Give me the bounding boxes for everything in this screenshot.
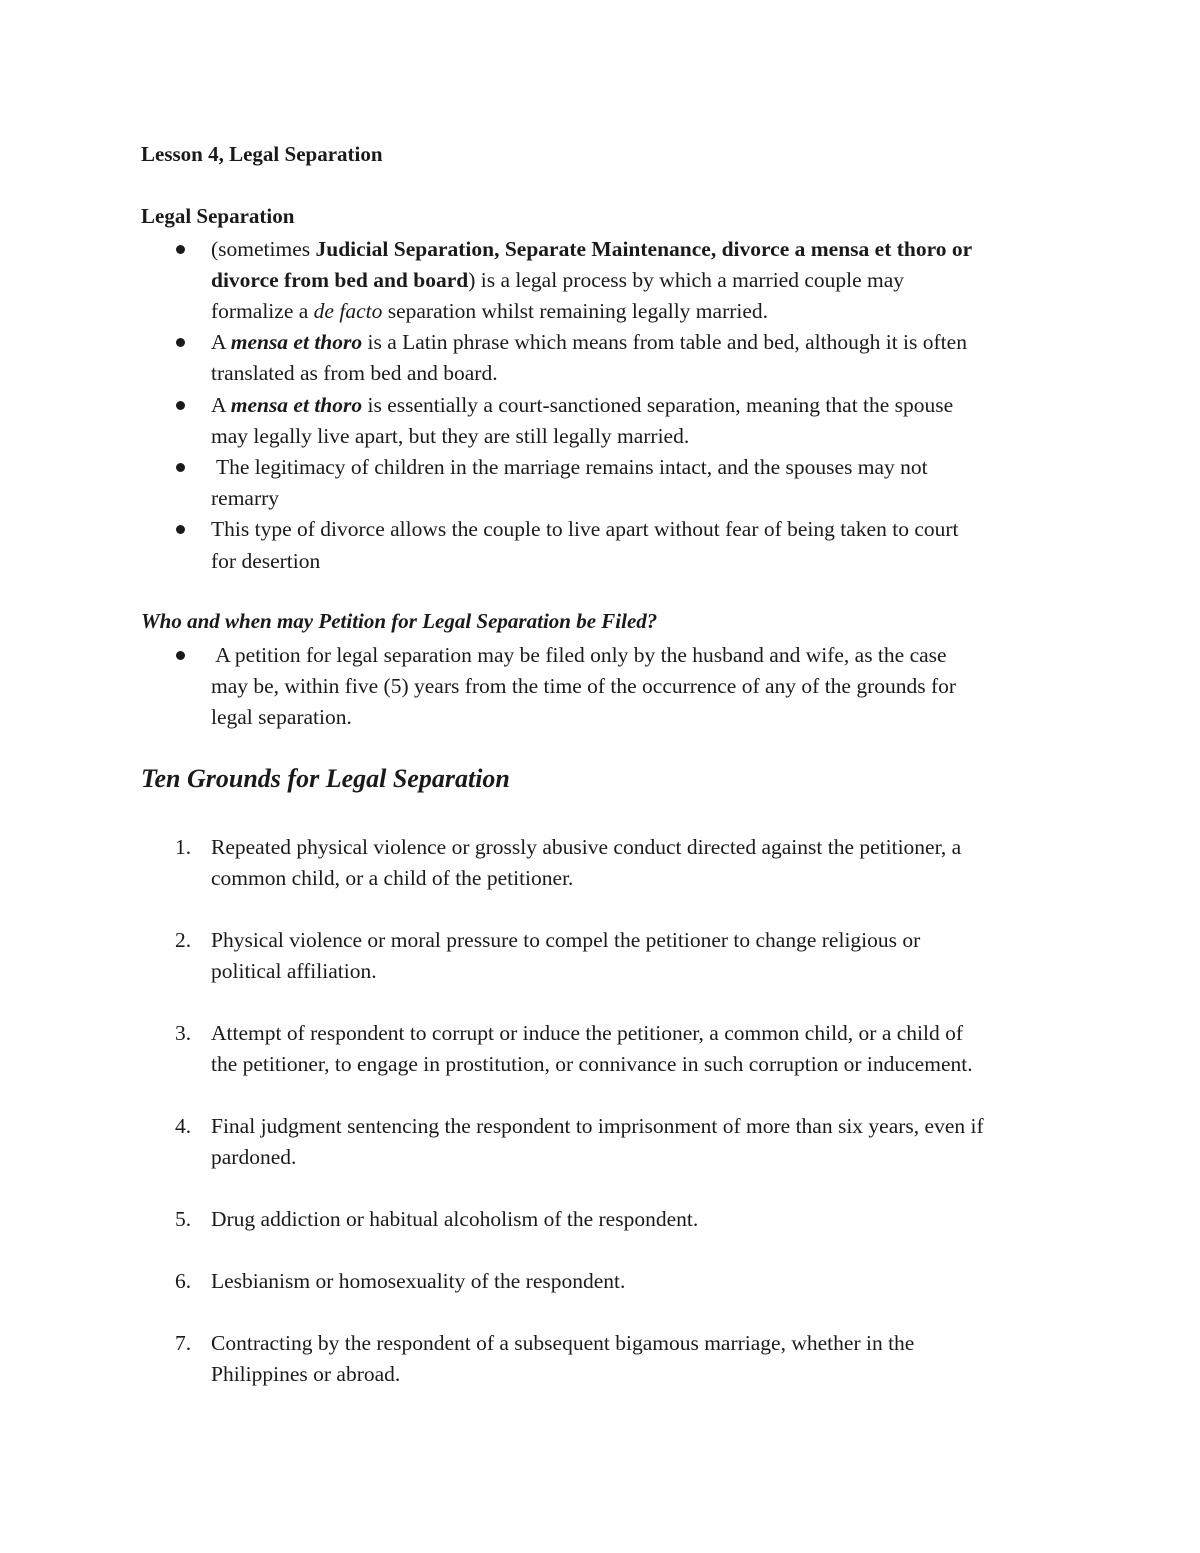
bullet-icon <box>176 245 185 254</box>
bullet-text-line: may be, within five (5) years from the time of the occurrence of any of the grounds for <box>211 674 957 698</box>
list-item-line: Contracting by the respondent of a subsequent bigamous marriage, whether in the <box>211 1331 915 1355</box>
bullet-icon <box>176 525 185 534</box>
bullet-icon <box>176 401 185 410</box>
list-number: 1. <box>175 835 192 859</box>
bullet-text-line: may legally live apart, but they are still legally married. <box>211 424 690 448</box>
bullet-text-line: formalize a de facto separation whilst remaining legally married. <box>211 299 769 323</box>
bullet-icon <box>176 338 185 347</box>
bullet-text-line: legal separation. <box>211 705 352 729</box>
bullet-text-line: remarry <box>211 486 280 510</box>
bullet-text-line: A mensa et thoro is essentially a court-sanctioned separation, meaning that the spouse <box>211 393 954 417</box>
list-item-line: Physical violence or moral pressure to compel the petitioner to change religious or <box>211 928 921 952</box>
bullet-text-line: (sometimes Judicial Separation, Separate Maintenance, divorce a mensa et thoro or <box>211 237 973 261</box>
list-item-line: Final judgment sentencing the respondent to imprisonment of more than six years, even if <box>211 1114 984 1138</box>
list-item-line: the petitioner, to engage in prostitution, or connivance in such corruption or inducement. <box>211 1052 973 1076</box>
list-item-line: Attempt of respondent to corrupt or induce the petitioner, a common child, or a child of <box>211 1021 964 1045</box>
list-item-line: Repeated physical violence or grossly abusive conduct directed against the petitioner, a <box>211 835 962 859</box>
bullet-text-line: divorce from bed and board) is a legal process by which a married couple may <box>211 268 905 292</box>
bullet-icon <box>176 651 185 660</box>
grounds-heading: Ten Grounds for Legal Separation <box>141 764 510 793</box>
bullet-text-line: This type of divorce allows the couple to live apart without fear of being taken to court <box>211 517 959 541</box>
list-item-line: Philippines or abroad. <box>211 1362 401 1386</box>
list-number: 2. <box>175 928 192 952</box>
bullet-text-line: translated as from bed and board. <box>211 361 498 385</box>
bullet-text-line: A petition for legal separation may be filed only by the husband and wife, as the case <box>211 643 947 667</box>
bullet-text-line: A mensa et thoro is a Latin phrase which means from table and bed, although it is often <box>211 330 967 354</box>
list-number: 7. <box>175 1331 192 1355</box>
list-item-line: common child, or a child of the petitioner. <box>211 866 574 890</box>
list-number: 3. <box>175 1021 192 1045</box>
question-heading: Who and when may Petition for Legal Separation be Filed? <box>141 609 658 633</box>
list-item-line: Lesbianism or homosexuality of the respondent. <box>211 1269 626 1293</box>
list-item-line: political affiliation. <box>211 959 377 983</box>
lesson-title: Lesson 4, Legal Separation <box>141 142 383 166</box>
list-number: 5. <box>175 1207 192 1231</box>
bullet-text-line: for desertion <box>211 549 321 573</box>
list-number: 4. <box>175 1114 192 1138</box>
list-item-line: pardoned. <box>211 1145 297 1169</box>
bullet-text-line: The legitimacy of children in the marriage remains intact, and the spouses may not <box>211 455 928 479</box>
list-number: 6. <box>175 1269 192 1293</box>
list-item-line: Drug addiction or habitual alcoholism of the respondent. <box>211 1207 699 1231</box>
bullet-icon <box>176 463 185 472</box>
section-heading: Legal Separation <box>141 204 295 228</box>
